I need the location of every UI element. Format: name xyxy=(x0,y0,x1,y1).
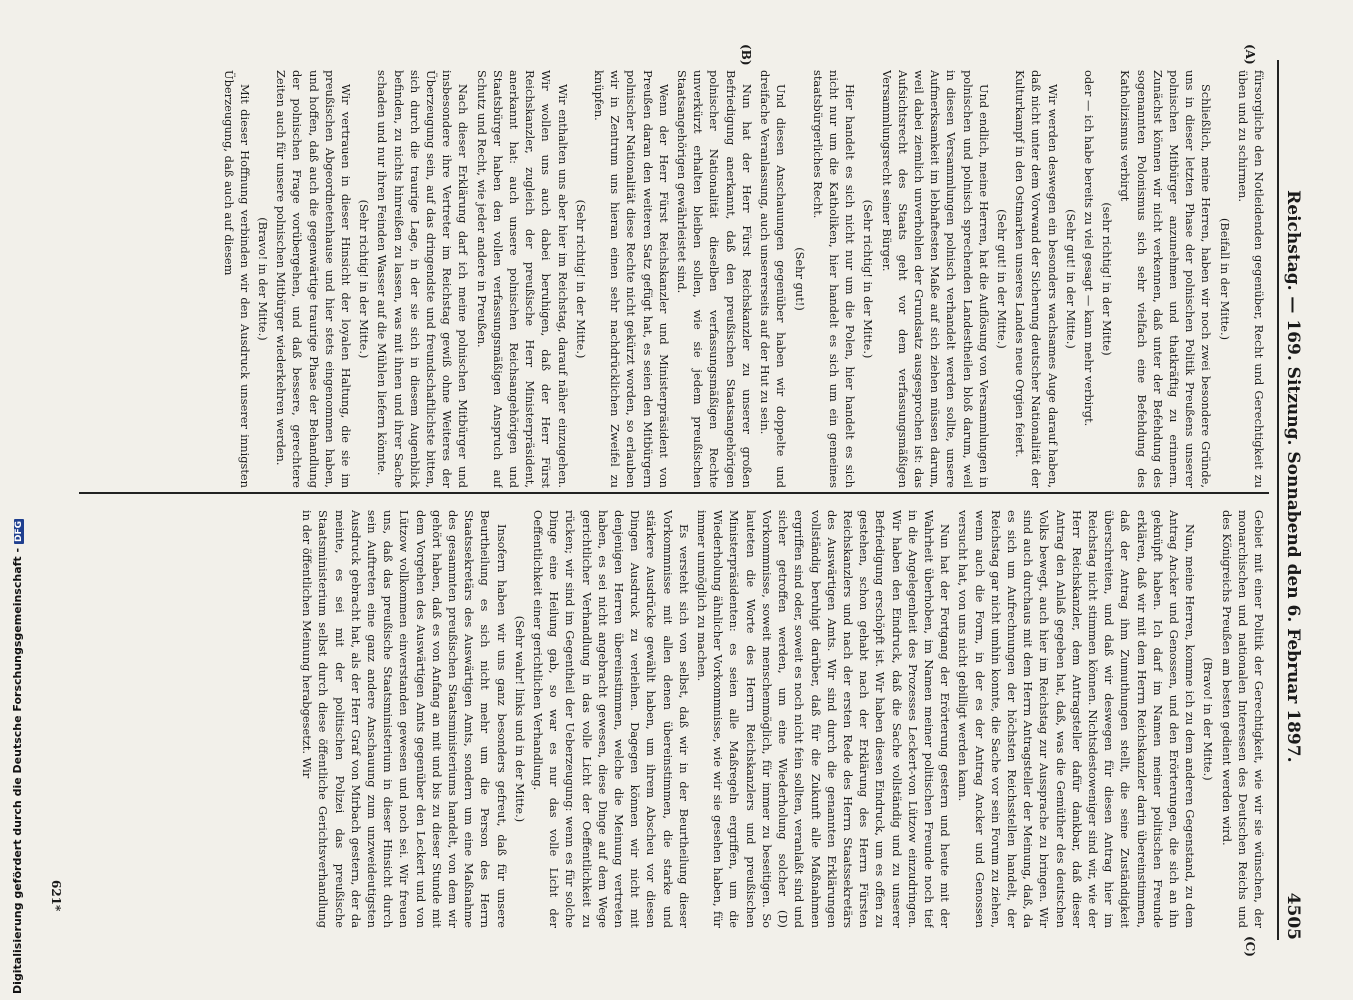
right-column-paragraph: Es versteht sich von selbst, daß wir in der Beurtheilung dieser Vorkommnisse mit allen denen übereinstimmen, die starke und stärkere Ausdrücke gewählt haben, um ihrem Abscheu vor diesen Dingen Ausdruck zu verleihen. Dagegen können wir nicht mit denjenigen Herren übereinstimmen, welche die Meinung vertreten haben, es sei nicht angebracht gewesen, diese Dinge auf dem Wege gerichtlicher Verhandlung in das volle Licht der Oeffentlichkeit zu rücken; wir sind im Gegentheil der Ueberzeugung: wenn es für solche Dinge eine Heilung gab, so war es nur das volle Licht der Oeffentlichkeit einer gerichtlichen Verhandlung. xyxy=(531,510,691,928)
margin-marker-b: (B) xyxy=(739,44,753,66)
left-column-paragraph: Wir enthalten uns aber hier im Reichstag, darauf näher einzugehen. Wir wollen uns auch dabei beruhigen, daß der Herr Fürst Reichskanzler, zugleich der preußische Herr Ministerpräsident, anerkannt hat: auch unsere polnischen Reichsangehörigen und Staatsbürger haben den vollen verfassungsmäßigen Anspruch auf Schutz und Recht, wie jeder andere in Preußen. xyxy=(474,70,570,488)
left-column-paragraph: Nun hat der Herr Fürst Reichskanzler zu unserer großen Befriedigung anerkannt, daß den preußischen Staatsangehörigen polnischer Nationalität dieselben verfassungsmäßigen Rechte unverkürzt erhalten bleiben sollen, wie sie jedem preußischen Staatsangehörigen gewährleistet sind. xyxy=(675,70,754,488)
credit-text: Digitalisierung gefördert durch die Deutsche Forschungsgemeinschaft - xyxy=(11,547,24,994)
left-column-paragraph: Und endlich, meine Herren, hat die Auflösung von Versammlungen in polnischen und polnisch sprechenden Landestheilen bloß darum, weil in diesen Versammlungen polnisch verhandelt werden sollte, unsere Aufmerksamkeit im lebhaftesten Maße auf sich ziehen müssen darum, weil dabei ziemlich unverhohlen der Grundsatz ausgesprochen ist: das Aufsichtsrecht des Staats geht vor dem verfassungsmäßigen Versammlungsrecht seiner Bürger. xyxy=(879,70,991,488)
left-column-remark: (Sehr gut!) xyxy=(792,247,807,311)
right-column-paragraph: Nun, meine Herren, komme ich zu dem anderen Gegenstand, zu dem Antrag Ancker und Genossen, und den Erörterungen, die sich an ihn geknüpft haben. Ich darf im Namen meiner politischen Freunde erklären, daß wir mit dem Herrn Reichskanzler darin übereinstimmen, daß der Antrag ihm Zumuthungen stellt, die seine Zuständigkeit überschreiten, und daß wir deswegen für diesen Antrag hier im Reichstag nicht stimmen können. Nichtsdestoweniger sind wir, wie der Herr Reichskanzler, dem Antragsteller dafür dankbar, daß dieser Antrag den Anlaß gegeben hat, daß, was die Gemüther des deutschen Volks bewegt, auch hier im Reichstag zur Aussprache zu bringen. Wir sind auch durchaus mit dem Herrn Antragsteller der Meinung, daß, da es sich um Aufrechnungen der höchsten Reichsstellen handelt, der Reichstag gar nicht umhin konnte, die Sache vor sein Forum zu ziehen, wenn auch die Form, in der es der Antrag Ancker und Genossen versucht hat, von uns nicht gebilligt werden kann. xyxy=(956,510,1198,928)
left-column-paragraph: Mit dieser Hoffnung verbinden wir den Ausdruck unserer innigsten Überzeugung, daß auch auf diesem xyxy=(221,70,252,488)
left-column-paragraph: Schließlich, meine Herren, haben wir noch zwei besondere Gründe, uns in dieser letzten Phase der polnischen Politik Preußens unserer polnischen Mitbürger anzunehmen und thatkräftig zu erinnern. Zunächst können wir nicht verkennen, daß unter der Befehdung des sogenannten Polonismus sich sehr vielfach eine Befehdung des Katholizismus verbirgt xyxy=(1118,70,1214,488)
margin-marker-a: (A) xyxy=(1243,44,1257,65)
right-column-remark: (Sehr wahr! links und in der Mitte.) xyxy=(512,615,527,823)
left-column-paragraph: oder — ich habe bereits zu viel gesagt — kann mehr verbirgt. xyxy=(1081,70,1096,427)
left-column-remark: (Sehr gut! in der Mitte.) xyxy=(994,209,1009,349)
left-column-paragraph: fürsorgliche den Notleidenden gegenüber, Recht und Gerechtigkeit zu üben und zu schirmen. xyxy=(1235,70,1266,488)
left-column-remark: (Sehr richtig! in der Mitte.) xyxy=(573,199,588,359)
left-column xyxy=(67,70,1267,488)
digitization-credit xyxy=(0,0,24,1000)
right-column xyxy=(67,510,1267,928)
left-column-paragraph: Nach dieser Erklärung darf ich meine polnischen Mitbürger und insbesondere ihre Vertreter im Reichstag gewiß ohne Weiteres der Überzeugung sein, auf das dringendste und freundschaftlichste bitten, sich durch die traurige Lage, in der sie sich in diesem Augenblick befinden, zu nichts hinreißen zu lassen, was mit ihnen und ihrer Sache schaden und nur ihren Feinden Wasser auf die Mühlen liefern könnte. xyxy=(375,70,471,488)
left-column-paragraph: Wir vertrauen in dieser Hinsicht der loyalen Haltung, die sie im preußischen Abgeordnetenhause und hier stets eingenommen haben, und hoffen, daß auch die gegenwärtige traurige Phase der Behandlung der polnischen Frage vorübergehen, und daß bessere, gerechtere Zeiten auch für unsere polnischen Mitbürger wiederkehren werden. xyxy=(274,70,354,488)
signature-mark: 621* xyxy=(49,880,63,912)
left-column-remark: (Sehr gut! in der Mitte.) xyxy=(1063,209,1078,349)
right-column-paragraph: Insofern haben wir uns ganz besonders gefreut, daß für unsere Beurtheilung es sich nicht mehr um die Person des Herrn Staatssekretärs des Auswärtigen Amts, sondern um eine Maßnahme des gesammten preußischen Staatsministeriums handelt, von dem wir gehört haben, daß es von Anfang an mit und bis zu dieser Stunde mit dem Vorgehen des Auswärtigen Amts gegenüber den Leckert und von Lützow vollkommen einverstanden gewesen und noch sei. Wir freuen uns, daß das preußische Staatsministerium in dieser Hinsicht durch sein Auftreten eine ganz andere Anschauung zum unzweideutigsten Ausdruck gebracht hat, als der Herr Graf von Mirbach gestern, der da meinte, es sei mit der politischen Polizei das preußische Staatsministerium selbst durch diese öffentliche Gerichtsverhandlung in der öffentlichen Meinung herabgesetzt. Wir xyxy=(300,510,509,928)
left-column-remark: (Sehr richtig! in der Mitte.) xyxy=(861,199,876,359)
right-column-remark: (Bravo! in der Mitte.) xyxy=(1201,657,1216,781)
left-column-paragraph: Wir werden deswegen ein besonders wachsames Auge darauf haben, daß nicht unter dem Vorwand der Sicherung deutscher Nationalität der Kulturkampf in den Ostmarken unseres Landes neue Orgien feiert. xyxy=(1013,70,1060,488)
right-column-paragraph: Gebiet mit einer Politik der Gerechtigkeit, wie wir sie wünschen, der monarchischen und nationalen Interessen des Deutschen Reichs und des Königreichs Preußen am besten gedient werden wird. xyxy=(1219,510,1266,928)
left-column-remark: (Beifall in der Mitte.) xyxy=(1217,217,1232,341)
left-column-paragraph: Hier handelt es sich nicht nur um die Polen, hier handelt es sich nicht nur um die Katholiken, hier handelt es sich um ein gemeines staatsbürgerliches Recht. xyxy=(810,70,858,488)
left-column-paragraph: Wenn der Herr Fürst Reichskanzler und Ministerpräsident von Preußen daran den weiteren Satz gefügt hat, es seien den Mitbürgern polnischer Nationalität diese Rechte nicht gekürzt worden, so erlauben wir in Zentrum uns hieran einen sehr nachdrücklichen Zweifel zu knüpfen. xyxy=(592,70,671,488)
left-column-paragraph: Und diesen Anschauungen gegenüber haben wir doppelte und dreifache Veranlassung, auch unsererseits auf der Hut zu sein. xyxy=(758,70,789,488)
left-column-remark: (sehr richtig! in der Mitte) xyxy=(1100,202,1115,356)
left-column-remark: (Bravo! in der Mitte.) xyxy=(256,217,271,341)
left-column-remark: (Sehr richtig! in der Mitte.) xyxy=(357,199,372,359)
column-divider xyxy=(79,492,1269,494)
margin-marker-c: (C) xyxy=(1243,936,1257,957)
dfg-logo: DFG xyxy=(14,520,24,542)
right-column-paragraph: Nun hat der Fortgang der Erörterung gestern und heute mit der Wahrheit überhoben, im Namen meiner politischen Freunde noch tief in die Angelegenheit des Prozesses Leckert-von Lützow einzudringen. Wir haben den Eindruck, daß die Sache vollständig und zu unserer Befriedigung erschöpft ist. Wir haben diesen Eindruck, um es offen zu gestehen, schon gehabt nach der Erklärung des Herrn Fürsten Reichskanzlers und nach der ersten Rede des Herrn Staatssekretärs des Auswärtigen Amts. Wir sind durch die genannten Erklärungen vollständig beruhigt darüber, daß für die Zukunft alle Maßnahmen ergriffen sind oder, soweit es noch nicht fein sollten, veranlaßt sind und sicher getroffen werden, um eine Wiederholung solcher (D) Vorkommnisse, soweit menschenmöglich, für immer zu beseitigen. So lauteten die Worte des Herrn Reichskanzlers und preußischen Ministerpräsidenten: es seien alle Maßregeln ergriffen, um die Wiederholung ähnlicher Vorkommnisse, wie wir sie gesehen haben, für immer unmöglich zu machen. xyxy=(695,510,953,928)
header-title: Reichstag. — 169. Sitzung. Sonnabend den 6. Februar 1897. xyxy=(1283,190,1303,763)
page-number: 4505 xyxy=(1283,892,1303,940)
page-header xyxy=(1277,60,1311,940)
